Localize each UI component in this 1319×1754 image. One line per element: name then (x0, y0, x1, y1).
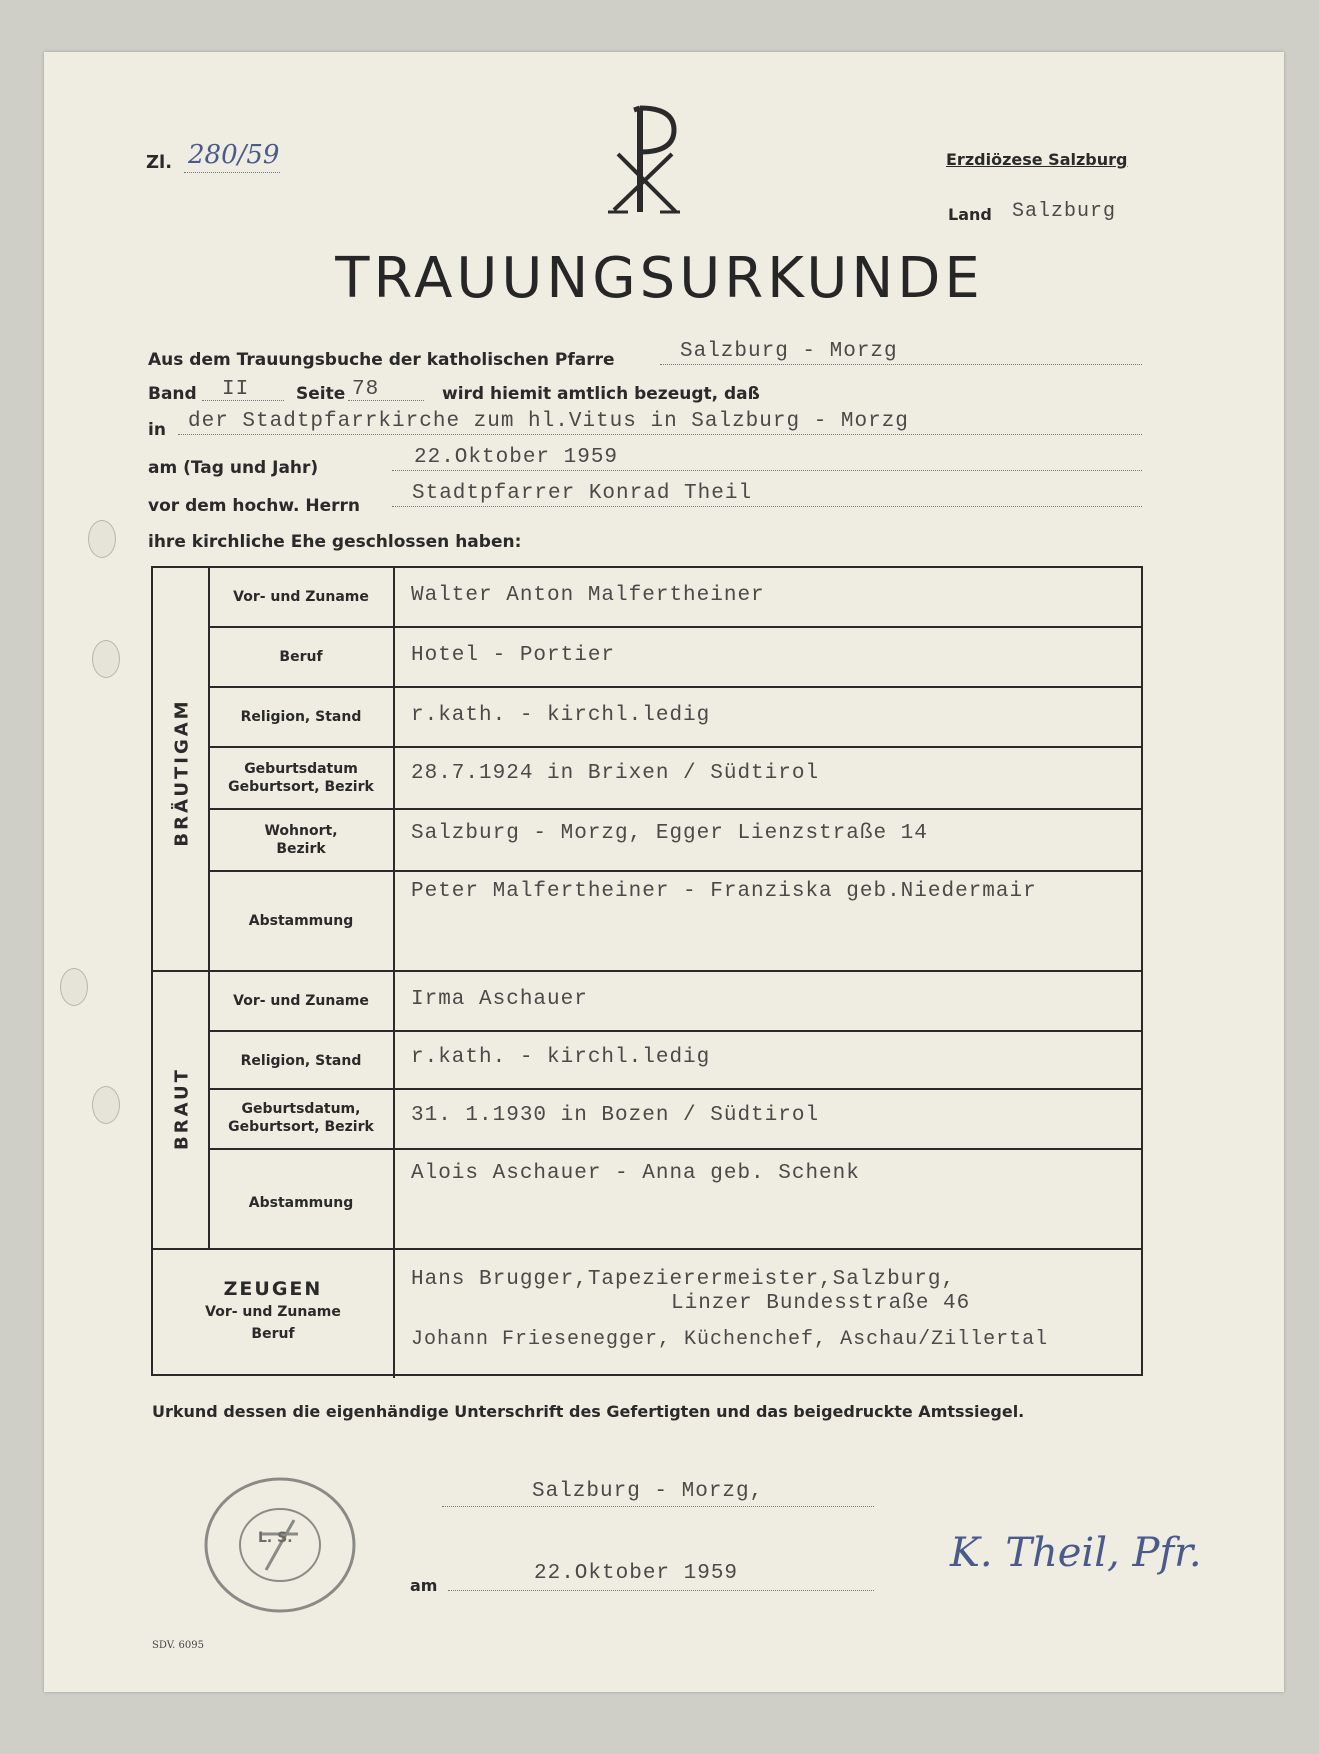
footer-date: 22.Oktober 1959 (534, 1562, 739, 1585)
bride-religion-value: r.kath. - kirchl.ledig (411, 1046, 711, 1069)
seite-label: Seite (296, 384, 346, 404)
bride-parents-value: Alois Aschauer - Anna geb. Schenk (411, 1162, 860, 1185)
witness-line-1: Hans Brugger,Tapezierermeister,Salzburg, (411, 1268, 956, 1291)
table-divider (153, 1248, 1143, 1250)
bride-section-label: BRAUT (171, 1067, 193, 1150)
table-divider (208, 1030, 1143, 1032)
document-title: TRAUUNGSURKUNDE (335, 246, 984, 311)
table-divider (208, 626, 1143, 628)
place-dotline (442, 1506, 874, 1507)
form-code: SDV. 6095 (152, 1640, 204, 1651)
parish-dotline (660, 364, 1142, 365)
bride-birth-label: Geburtsdatum, Geburtsort, Bezirk (228, 1101, 374, 1135)
parish-value: Salzburg - Morzg (680, 340, 898, 363)
groom-parents-value: Peter Malfertheiner - Franziska geb.Niedermair (411, 880, 1037, 903)
footer-place: Salzburg - Morzg, (532, 1480, 764, 1503)
table-divider (208, 686, 1143, 688)
table-divider (208, 870, 1143, 872)
band-dotline (202, 400, 284, 401)
land-label: Land (948, 205, 992, 224)
groom-job-value: Hotel - Portier (411, 644, 616, 667)
groom-religion-label: Religion, Stand (240, 709, 362, 725)
seite-value: 78 (352, 378, 380, 401)
date-label: am (Tag und Jahr) (148, 458, 319, 478)
footer-am-label: am (410, 1576, 438, 1595)
in-label: in (148, 420, 166, 440)
table-divider (208, 1148, 1143, 1150)
table-divider (208, 746, 1143, 748)
groom-job-label: Beruf (279, 649, 323, 665)
date-value: 22.Oktober 1959 (414, 446, 619, 469)
bride-religion-label: Religion, Stand (240, 1053, 362, 1069)
zl-label: Zl. (146, 152, 173, 173)
groom-section-label: BRÄUTIGAM (171, 698, 193, 847)
bride-parents-label: Abstammung (248, 1195, 354, 1211)
closing-label: ihre kirchliche Ehe geschlossen haben: (148, 532, 522, 552)
signature: K. Theil, Pfr. (950, 1530, 1202, 1576)
date-footer-dotline (448, 1590, 874, 1591)
witness-line-2: Linzer Bundesstraße 46 (671, 1292, 971, 1315)
punch-hole (92, 640, 120, 678)
groom-residence-label: Wohnort, Bezirk (264, 823, 338, 857)
in-value: der Stadtpfarrkirche zum hl.Vitus in Salzburg - Morzg (188, 410, 909, 433)
marriage-table (151, 566, 1143, 1376)
seite-dotline (348, 400, 424, 401)
groom-parents-label: Abstammung (248, 913, 354, 929)
in-dotline (178, 434, 1142, 435)
punch-hole (92, 1086, 120, 1124)
punch-hole (88, 520, 116, 558)
groom-name-value: Walter Anton Malfertheiner (411, 584, 765, 607)
priest-dotline (392, 506, 1142, 507)
band-label: Band (148, 384, 197, 404)
date-dotline (392, 470, 1142, 471)
bride-name-label: Vor- und Zuname (233, 993, 369, 1009)
zl-dotline (184, 172, 280, 173)
witness-line-3: Johann Friesenegger, Küchenchef, Aschau/Zillertal (411, 1328, 1049, 1351)
priest-value: Stadtpfarrer Konrad Theil (412, 482, 753, 505)
diocese-label: Erzdiözese Salzburg (946, 150, 1128, 169)
table-divider (208, 1088, 1143, 1090)
witnesses-sub2: Beruf (251, 1326, 295, 1342)
witnesses-title: ZEUGEN (223, 1278, 323, 1300)
certify-label: wird hiemit amtlich bezeugt, daß (442, 384, 760, 404)
priest-label: vor dem hochw. Herrn (148, 496, 360, 516)
bride-name-value: Irma Aschauer (411, 988, 588, 1011)
attestation-text: Urkund dessen die eigenhändige Unterschrift des Gefertigten und das beigedruckte Amtssiegel. (152, 1402, 1025, 1421)
table-divider (208, 568, 210, 1248)
parish-label: Aus dem Trauungsbuche der katholischen Pfarre (148, 350, 615, 370)
zl-number: 280/59 (188, 140, 280, 170)
groom-residence-value: Salzburg - Morzg, Egger Lienzstraße 14 (411, 822, 928, 845)
groom-name-label: Vor- und Zuname (233, 589, 369, 605)
seal-center: L. S. (258, 1530, 293, 1546)
land-value: Salzburg (1012, 200, 1117, 223)
bride-birth-value: 31. 1.1930 in Bozen / Südtirol (411, 1104, 820, 1127)
band-value: II (222, 378, 250, 401)
table-divider (153, 970, 1143, 972)
witnesses-sub1: Vor- und Zuname (205, 1304, 341, 1320)
groom-birth-label: Geburtsdatum Geburtsort, Bezirk (228, 761, 374, 795)
punch-hole (60, 968, 88, 1006)
groom-religion-value: r.kath. - kirchl.ledig (411, 704, 711, 727)
groom-birth-value: 28.7.1924 in Brixen / Südtirol (411, 762, 820, 785)
table-divider (208, 808, 1143, 810)
table-divider (393, 568, 395, 1378)
chi-rho-icon (604, 100, 684, 220)
